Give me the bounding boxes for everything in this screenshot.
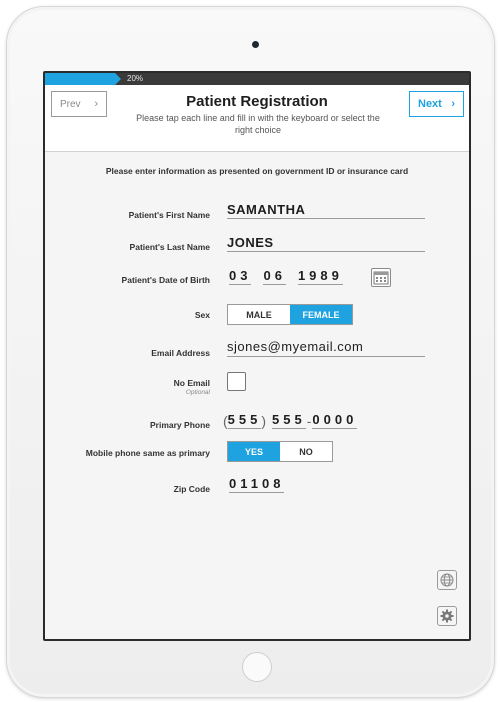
sex-toggle[interactable] — [227, 304, 353, 325]
prev-label: Prev — [60, 98, 81, 110]
last-name-label: Patient's Last Name — [129, 242, 210, 252]
first-name-underline — [227, 218, 425, 219]
sex-label: Sex — [194, 310, 210, 320]
progress-arrow — [115, 73, 121, 85]
paren-close: ) — [261, 413, 267, 429]
progress-label: 20% — [127, 74, 144, 83]
no-email-sublabel: Optional — [185, 389, 210, 396]
zip-label: Zip Code — [173, 484, 210, 494]
phone-area[interactable]: 555 — [227, 412, 262, 427]
next-button[interactable] — [409, 91, 464, 117]
phone-line[interactable]: 0000 — [312, 412, 358, 427]
first-name-field[interactable]: SAMANTHA — [227, 202, 306, 217]
zip-value[interactable]: 01108 — [229, 476, 285, 491]
primary-phone-label: Primary Phone — [150, 420, 210, 430]
camera-icon — [252, 41, 259, 48]
progress-fill — [45, 73, 115, 85]
sex-option-male[interactable]: MALE — [228, 305, 290, 324]
dob-month[interactable]: 03 — [229, 268, 252, 283]
email-underline — [227, 356, 425, 357]
progress-bar — [45, 73, 469, 85]
no-email-label: No Email — [173, 378, 210, 388]
paren-open: ( — [223, 413, 228, 429]
phone-dash: - — [306, 413, 312, 429]
sex-option-female[interactable]: FEMALE — [290, 305, 352, 324]
mobile-same-option-no[interactable]: NO — [280, 442, 332, 461]
first-name-label: Patient's First Name — [128, 210, 210, 220]
last-name-underline — [227, 251, 425, 252]
dob-field[interactable] — [229, 268, 343, 285]
ipad-device — [6, 6, 495, 698]
calendar-icon[interactable] — [371, 268, 391, 287]
chevron-right-icon: › — [94, 98, 98, 110]
dob-year[interactable]: 1989 — [297, 268, 343, 283]
globe-icon[interactable] — [437, 570, 457, 590]
phone-prefix[interactable]: 555 — [272, 412, 306, 427]
last-name-field[interactable]: JONES — [227, 235, 274, 250]
email-field[interactable]: sjones@myemail.com — [227, 339, 364, 354]
page-title: Patient Registration — [186, 93, 328, 110]
header — [45, 85, 469, 152]
mobile-same-toggle[interactable] — [227, 441, 333, 462]
gear-icon[interactable] — [437, 606, 457, 626]
home-button[interactable] — [242, 652, 272, 682]
mobile-same-label: Mobile phone same as primary — [85, 448, 210, 458]
primary-phone-field[interactable] — [223, 412, 357, 429]
next-label: Next — [418, 98, 442, 110]
no-email-checkbox[interactable] — [227, 372, 246, 391]
chevron-right-icon: › — [451, 98, 455, 110]
instruction-text: Please enter information as presented on government ID or insurance card — [105, 166, 409, 176]
page-subtitle: Please tap each line and fill in with the keyboard or select the right choice — [136, 113, 380, 135]
app-screen — [43, 71, 471, 641]
dob-day[interactable]: 06 — [263, 268, 286, 283]
dob-label: Patient's Date of Birth — [121, 275, 210, 285]
mobile-same-option-yes[interactable]: YES — [228, 442, 280, 461]
zip-field[interactable] — [229, 476, 284, 493]
email-label: Email Address — [151, 348, 210, 358]
